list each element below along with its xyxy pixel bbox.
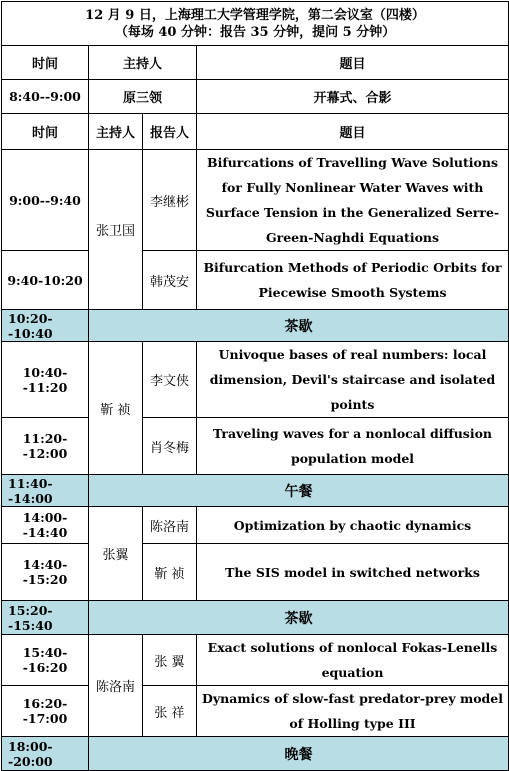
col-chair-header: 主持人 bbox=[89, 114, 143, 150]
talk-speaker: 张 翼 bbox=[143, 635, 197, 686]
talk-time: 14:00--14:40 bbox=[2, 507, 89, 544]
col-title-header: 题目 bbox=[197, 114, 509, 150]
talk-title: Univoque bases of real numbers: local dimension, Devil's staircase and isolated points bbox=[197, 342, 509, 418]
schedule-header bbox=[2, 2, 509, 46]
break-row bbox=[2, 737, 509, 771]
opening-title: 开幕式、合影 bbox=[197, 80, 509, 114]
talk-speaker: 靳 祯 bbox=[143, 544, 197, 601]
break-time: 10:20--10:40 bbox=[2, 310, 89, 342]
talk-title: Exact solutions of nonlocal Fokas-Lenells equation bbox=[197, 635, 509, 686]
break-time: 18:00--20:00 bbox=[2, 737, 89, 771]
talk-time: 14:40--15:20 bbox=[2, 544, 89, 601]
talk-row bbox=[2, 418, 509, 475]
opening-chair: 原三领 bbox=[89, 80, 197, 114]
col-time-header: 时间 bbox=[2, 114, 89, 150]
break-time: 15:20--15:40 bbox=[2, 601, 89, 635]
session-chair: 陈洛南 bbox=[89, 635, 143, 737]
talk-speaker: 李继彬 bbox=[143, 150, 197, 251]
break-label: 茶歇 bbox=[89, 310, 509, 342]
header-line-1: 12 月 9 日，上海理工大学管理学院，第二会议室（四楼） bbox=[85, 7, 425, 23]
talk-speaker: 张 祥 bbox=[143, 686, 197, 737]
header-row bbox=[2, 2, 509, 46]
talk-row bbox=[2, 686, 509, 737]
talk-title: Bifurcation Methods of Periodic Orbits for Piecewise Smooth Systems bbox=[197, 251, 509, 310]
col-chair-header: 主持人 bbox=[89, 46, 197, 80]
column-header-row-1 bbox=[2, 46, 509, 80]
talk-title: The SIS model in switched networks bbox=[197, 544, 509, 601]
talk-title: Dynamics of slow-fast predator-prey model of Holling type III bbox=[197, 686, 509, 737]
col-title-header: 题目 bbox=[197, 46, 509, 80]
talk-time: 10:40--11:20 bbox=[2, 342, 89, 418]
talk-time: 11:20--12:00 bbox=[2, 418, 89, 475]
talk-time: 9:00--9:40 bbox=[2, 150, 89, 251]
talk-row bbox=[2, 635, 509, 686]
session-chair: 靳 祯 bbox=[89, 342, 143, 475]
break-label: 晚餐 bbox=[89, 737, 509, 771]
break-row bbox=[2, 601, 509, 635]
break-label: 午餐 bbox=[89, 475, 509, 507]
talk-speaker: 韩茂安 bbox=[143, 251, 197, 310]
schedule-table bbox=[1, 1, 509, 771]
break-label: 茶歇 bbox=[89, 601, 509, 635]
talk-row bbox=[2, 150, 509, 251]
talk-title: Traveling waves for a nonlocal diffusion population model bbox=[197, 418, 509, 475]
session-chair: 张翼 bbox=[89, 507, 143, 601]
break-row bbox=[2, 475, 509, 507]
column-header-row-2 bbox=[2, 114, 509, 150]
col-time-header: 时间 bbox=[2, 46, 89, 80]
opening-time: 8:40--9:00 bbox=[2, 80, 89, 114]
talk-speaker: 陈洛南 bbox=[143, 507, 197, 544]
talk-title: Bifurcations of Travelling Wave Solutions for Fully Nonlinear Water Waves with Surface Tension in the Generalized Serre-Green-Naghdi Equations bbox=[197, 150, 509, 251]
talk-row bbox=[2, 251, 509, 310]
talk-title: Optimization by chaotic dynamics bbox=[197, 507, 509, 544]
talk-row bbox=[2, 342, 509, 418]
talk-time: 15:40--16:20 bbox=[2, 635, 89, 686]
session-chair: 张卫国 bbox=[89, 150, 143, 310]
talk-time: 16:20--17:00 bbox=[2, 686, 89, 737]
col-speaker-header: 报告人 bbox=[143, 114, 197, 150]
talk-speaker: 李文侠 bbox=[143, 342, 197, 418]
opening-row bbox=[2, 80, 509, 114]
break-time: 11:40--14:00 bbox=[2, 475, 89, 507]
talk-row bbox=[2, 544, 509, 601]
talk-time: 9:40-10:20 bbox=[2, 251, 89, 310]
talk-speaker: 肖冬梅 bbox=[143, 418, 197, 475]
break-row bbox=[2, 310, 509, 342]
header-line-2: （每场 40 分钟：报告 35 分钟，提问 5 分钟） bbox=[114, 24, 396, 40]
talk-row bbox=[2, 507, 509, 544]
